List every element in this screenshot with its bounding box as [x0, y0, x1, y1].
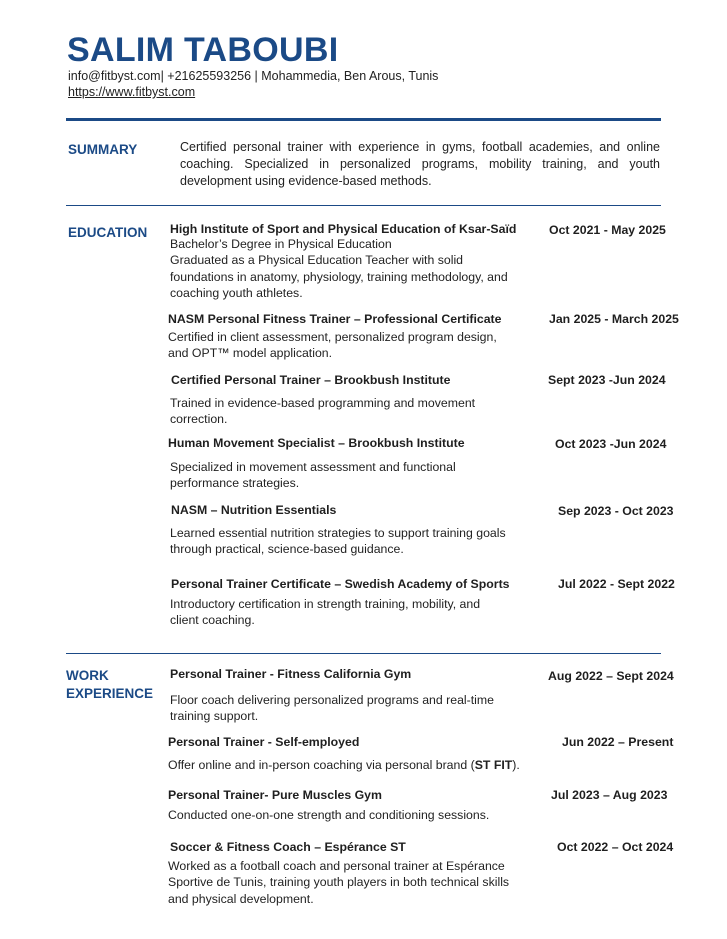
work-item-date: Aug 2022 – Sept 2024 [548, 669, 674, 683]
work-item-date: Oct 2022 – Oct 2024 [557, 840, 674, 854]
contact-info: info@fitbyst.com| +21625593256 | Mohammedia, Ben Arous, Tunis [68, 69, 439, 83]
work-item-title: Personal Trainer - Self-employed [168, 735, 360, 749]
work-item-date: Jul 2023 – Aug 2023 [551, 788, 668, 802]
education-item-description: Trained in evidence-based programming and movement correction. [170, 396, 476, 427]
work-item-title: Personal Trainer - Fitness California Gym [170, 667, 412, 681]
work-item-description: Floor coach delivering personalized programs and real-time training support. [170, 693, 494, 724]
education-heading: EDUCATION [68, 225, 148, 240]
work-item-date: Jun 2022 – Present [562, 735, 674, 749]
website-link[interactable]: https://www.fitbyst.com [68, 85, 196, 99]
education-item-date: Jan 2025 - March 2025 [549, 312, 679, 326]
work-item-description: Offer online and in-person coaching via personal brand (ST FIT). [168, 758, 520, 772]
summary-heading: SUMMARY [68, 142, 138, 157]
work-item-description: Worked as a football coach and personal trainer at Espérance Sportive de Tunis, training youth players in both technical skills and physical development. [168, 859, 510, 906]
education-item-description: Specialized in movement assessment and functional performance strategies. [170, 460, 456, 491]
education-item-description: Learned essential nutrition strategies to support training goals through practical, science-based guidance. [170, 526, 506, 557]
work-item-title: Soccer & Fitness Coach – Espérance ST [170, 840, 406, 854]
candidate-name: SALIM TABOUBI [67, 31, 339, 69]
education-item-description: Certified in client assessment, personalized program design, and OPT™ model application. [168, 330, 497, 361]
education-item-title: Personal Trainer Certificate – Swedish Academy of Sports [171, 577, 510, 591]
work-item-description: Conducted one-on-one strength and conditioning sessions. [168, 808, 490, 822]
education-item-date: Oct 2021 - May 2025 [549, 223, 666, 237]
work-item-title: Personal Trainer- Pure Muscles Gym [168, 788, 382, 802]
education-divider [66, 653, 661, 654]
work-heading: WORK EXPERIENCE [66, 668, 154, 701]
education-item-date: Jul 2022 - Sept 2022 [558, 577, 675, 591]
education-item-description: Introductory certification in strength training, mobility, and client coaching. [170, 597, 481, 628]
education-item-title: NASM – Nutrition Essentials [171, 503, 337, 517]
education-item-date: Sep 2023 - Oct 2023 [558, 504, 674, 518]
summary-divider [66, 205, 661, 206]
education-item-title: High Institute of Sport and Physical Education of Ksar-Saïd [170, 222, 517, 236]
summary-text: Certified personal trainer with experience in gyms, football academies, and online coaching. Specialized in personalized programs, mobility training, and youth development using evidence-based methods. [180, 140, 660, 188]
education-item-title: Human Movement Specialist – Brookbush Institute [168, 436, 465, 450]
education-item-date: Oct 2023 -Jun 2024 [555, 437, 667, 451]
education-item-title: Certified Personal Trainer – Brookbush Institute [171, 373, 451, 387]
header-divider [66, 118, 661, 121]
education-item-description: Bachelor’s Degree in Physical Education Graduated as a Physical Education Teacher with solid foundations in anatomy, physiology, training methodology, and coaching youth athletes. [170, 237, 508, 300]
education-item-title: NASM Personal Fitness Trainer – Professional Certificate [168, 312, 502, 326]
education-item-date: Sept 2023 -Jun 2024 [548, 373, 666, 387]
